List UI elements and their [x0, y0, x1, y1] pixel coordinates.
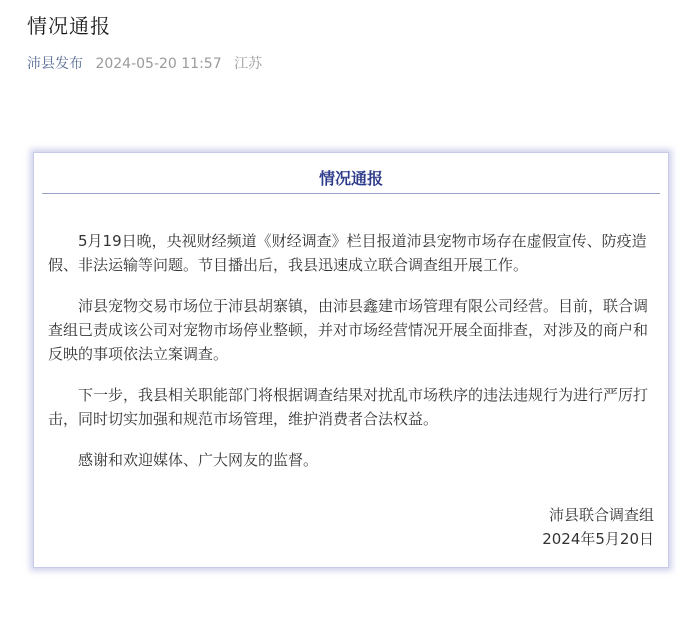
notice-heading: 情况通报 — [42, 165, 660, 194]
signature-date: 2024年5月20日 — [542, 530, 654, 548]
notice-paragraph-3: 下一步，我县相关职能部门将根据调查结果对扰乱市场秩序的违法违规行为进行严厉打击，同时切实加强和规范市场管理，维护消费者合法权益。 — [48, 386, 649, 428]
publish-region: 江苏 — [234, 56, 263, 72]
article-meta — [27, 54, 262, 74]
notice-paragraph-1: 5月19日晚，央视财经频道《财经调查》栏目报道沛县宠物市场存在虚假宣传、防疫造假、非法运输等问题。节目播出后，我县迅速成立联合调查组开展工作。 — [48, 232, 647, 274]
notice-paragraph-2: 沛县宠物交易市场位于沛县胡寨镇，由沛县鑫建市场管理有限公司经营。目前，联合调查组已责成该公司对宠物市场停业整顿，并对市场经营情况开展全面排查，对涉及的商户和反映的事项依法立案调查。 — [48, 297, 649, 363]
account-name-link[interactable]: 沛县发布 — [27, 56, 83, 72]
notice-image — [33, 152, 669, 568]
signature-org: 沛县联合调查组 — [548, 506, 654, 524]
publish-time: 2024-05-20 11:57 — [95, 56, 222, 72]
notice-body — [48, 229, 654, 489]
notice-signature — [542, 503, 654, 551]
notice-paragraph-4: 感谢和欢迎媒体、广大网友的监督。 — [78, 451, 319, 469]
article-title: 情况通报 — [27, 14, 111, 38]
